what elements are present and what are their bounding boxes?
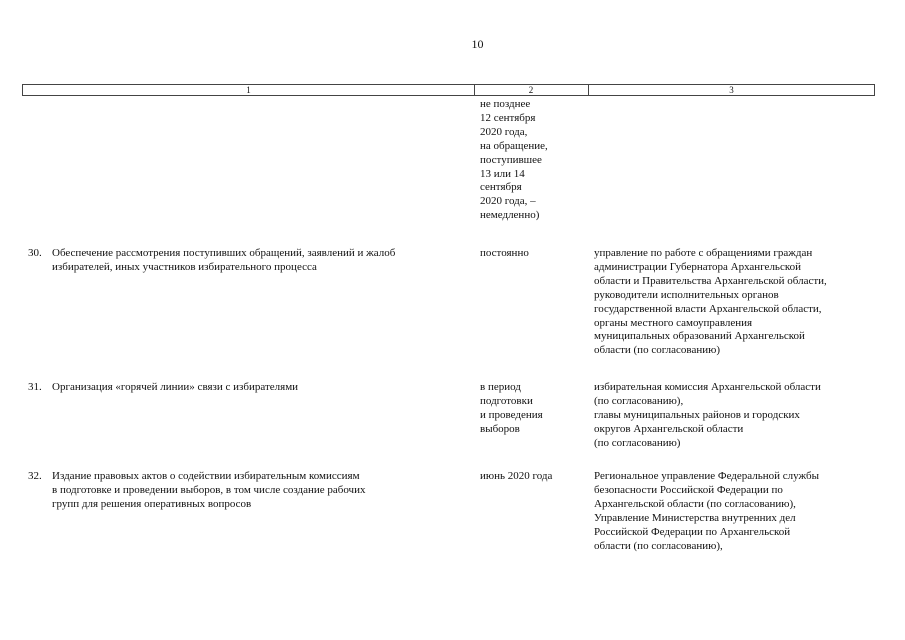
row-responsible: управление по работе с обращениями граждан администрации Губернатора Архангельской области и Правительства Архангельской области, руководители исполнительных органов государственной власти Архангельской области, органы местного самоуправления муниципальных образований Архангельской области (по согласованию) [594, 247, 827, 357]
column-header-2: 2 [474, 85, 589, 95]
row-deadline: июнь 2020 года [480, 470, 553, 482]
page-number: 10 [471, 37, 484, 51]
row-activity: Обеспечение рассмотрения поступивших обращений, заявлений и жалоб избирателей, иных участников избирательного процесса [52, 247, 396, 273]
row-number: 30. [28, 247, 42, 259]
table-header-row [22, 84, 875, 96]
row-activity: Организация «горячей линии» связи с избирателями [52, 381, 299, 393]
row-activity: Издание правовых актов о содействии избирательным комиссиям в подготовке и проведении выборов, в том числе создание рабочих групп для решения оперативных вопросов [52, 470, 366, 510]
column-header-1: 1 [23, 85, 475, 95]
row-deadline: в период подготовки и проведения выборов [480, 381, 543, 435]
continuation-deadline: не позднее 12 сентября 2020 года, на обращение, поступившее 13 или 14 сентября 2020 года, – немедленно) [480, 98, 548, 222]
row-deadline: постоянно [480, 247, 529, 259]
column-header-3: 3 [729, 85, 734, 95]
row-responsible: Региональное управление Федеральной службы безопасности Российской Федерации по Архангельской области (по согласованию), Управление Министерства внутренних дел Российской Федерации по Архангельской области (по согласованию), [594, 470, 819, 552]
row-number: 32. [28, 470, 42, 482]
row-responsible: избирательная комиссия Архангельской области (по согласованию), главы муниципальных районов и городских округов Архангельской области (по согласованию) [594, 381, 821, 449]
row-number: 31. [28, 381, 42, 393]
